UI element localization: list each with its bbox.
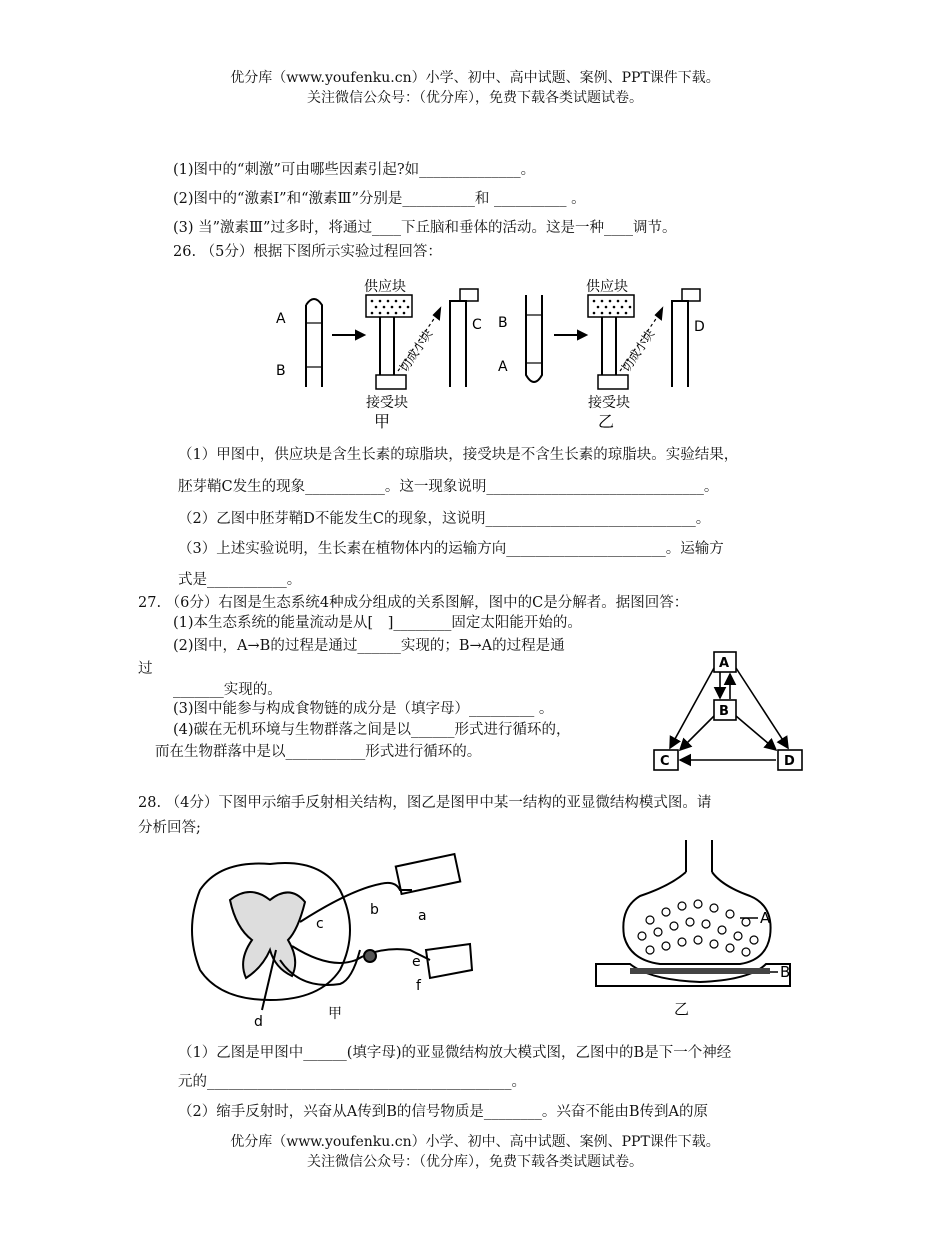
label-f: f (416, 978, 421, 994)
q28-part1b: 元的__________________________________________。 (178, 1074, 526, 1090)
node-d-label: D (784, 754, 795, 769)
q27-part3: (3)图中能参与构成食物链的成分是（填字母）_________ 。 (173, 701, 554, 717)
ganglion (364, 950, 376, 962)
node-c-label: C (660, 754, 670, 769)
label-yi: 乙 (598, 412, 615, 431)
label-a-synapse: A (760, 909, 771, 927)
coleoptile-c (450, 301, 466, 387)
label-yi: 乙 (674, 1000, 690, 1018)
q28-part2: （2）缩手反射时，兴奋从A传到B的信号物质是________。兴奋不能由B传到A的原 (178, 1104, 708, 1120)
page-header-line1: 优分库（www.youfenku.cn）小学、初中、高中试题、案例、PPT课件下载。 (230, 70, 720, 86)
supply-block-dots (371, 300, 632, 315)
q26-part3a: （3）上述实验说明，生长素在植物体内的运输方向______________________。运输方 (178, 541, 724, 557)
coleoptile-segment-jia (306, 299, 322, 387)
label-cut-yi: 切成小块 (618, 327, 658, 375)
q26-experiment-figure (270, 275, 720, 435)
receive-block-jia (376, 375, 406, 389)
q27-title: 27. （6分）右图是生态系统4种成分组成的关系图解，图中的C是分解者。据图回答： (138, 595, 689, 611)
q27-part2c: _______实现的。 (173, 682, 282, 698)
label-a-yi: A (498, 359, 508, 375)
receive-block-yi (598, 375, 628, 389)
q28-title-a: 28. （4分）下图甲示缩手反射相关结构，图乙是图甲中某一结构的亚显微结构模式图。请 (138, 795, 712, 811)
label-d: d (254, 1014, 263, 1030)
q25-part3: (3) 当”激素Ⅲ”过多时，将通过____下丘脑和垂体的活动。这是一种____调节。 (173, 220, 677, 236)
node-a-label: A (719, 656, 730, 671)
axon (686, 840, 712, 872)
postsynaptic-membrane-b (596, 964, 790, 986)
label-receive-yi: 接受块 (588, 395, 630, 411)
q27-part2b: 过 (138, 661, 153, 677)
effector-a (396, 854, 461, 894)
q27-part4a: (4)碳在无机环境与生物群落之间是以______形式进行循环的， (173, 722, 571, 738)
q27-part2a: (2)图中，A→B的过程是通过______实现的；B→A的过程是通 (173, 638, 565, 654)
label-jia: 甲 (374, 412, 391, 431)
q26-part2: （2）乙图中胚芽鞘D不能发生C的现象，这说明_____________________________。 (178, 511, 711, 527)
label-supply-yi: 供应块 (586, 279, 628, 295)
receptor-f (426, 944, 472, 978)
label-a: a (418, 908, 427, 924)
coleoptile-segment-yi (526, 295, 542, 382)
label-b-yi: B (498, 315, 508, 331)
label-b-jia: B (276, 363, 286, 379)
coleoptile-d (672, 301, 688, 387)
q28-title-b: 分析回答; (138, 820, 201, 836)
label-cut-jia: 切成小块 (396, 327, 436, 375)
label-a-jia: A (276, 311, 286, 327)
label-supply-jia: 供应块 (364, 279, 406, 295)
q28-part1a: （1）乙图是甲图中______(填字母)的亚显微结构放大模式图，乙图中的B是下一个神经 (178, 1045, 732, 1061)
page-footer-line1: 优分库（www.youfenku.cn）小学、初中、高中试题、案例、PPT课件下载。 (230, 1134, 720, 1150)
q27-ecosystem-diagram (648, 646, 810, 776)
gray-matter (230, 892, 305, 978)
q25-part1: (1)图中的“刺激”可由哪些因素引起?如______________。 (173, 162, 536, 178)
page-footer-line2: 关注微信公众号：（优分库），免费下载各类试题试卷。 (307, 1154, 643, 1170)
label-e: e (412, 954, 421, 970)
q26-part3b: 式是___________。 (178, 572, 302, 588)
q28-synapse-figure (590, 836, 800, 1026)
label-d: D (694, 319, 705, 335)
q26-part1a: （1）甲图中，供应块是含生长素的琼脂块，接受块是不含生长素的琼脂块。实验结果， (178, 447, 739, 463)
q26-part1b: 胚芽鞘C发生的现象___________。这一现象说明______________________________。 (178, 479, 719, 495)
synaptic-vesicles (638, 900, 758, 956)
q28-reflex-arc-figure (180, 850, 480, 1030)
page-header-line2: 关注微信公众号：（优分库），免费下载各类试题试卷。 (307, 90, 643, 106)
synaptic-cleft-shading (630, 968, 770, 974)
label-b-synapse: B (780, 963, 791, 981)
node-b-label: B (719, 704, 729, 719)
label-c: C (472, 317, 482, 333)
label-b: b (370, 902, 379, 918)
q25-part2: (2)图中的“激素Ⅰ”和“激素Ⅲ”分别是__________和 __________ 。 (173, 191, 586, 207)
q27-part1: (1)本生态系统的能量流动是从[ ]________固定太阳能开始的。 (173, 615, 582, 631)
q26-title: 26. （5分）根据下图所示实验过程回答： (173, 244, 442, 260)
label-receive-jia: 接受块 (366, 395, 408, 411)
q27-part4b: 而在生物群落中是以___________形式进行循环的。 (155, 744, 482, 760)
label-c: c (316, 916, 324, 932)
label-jia: 甲 (328, 1006, 342, 1022)
